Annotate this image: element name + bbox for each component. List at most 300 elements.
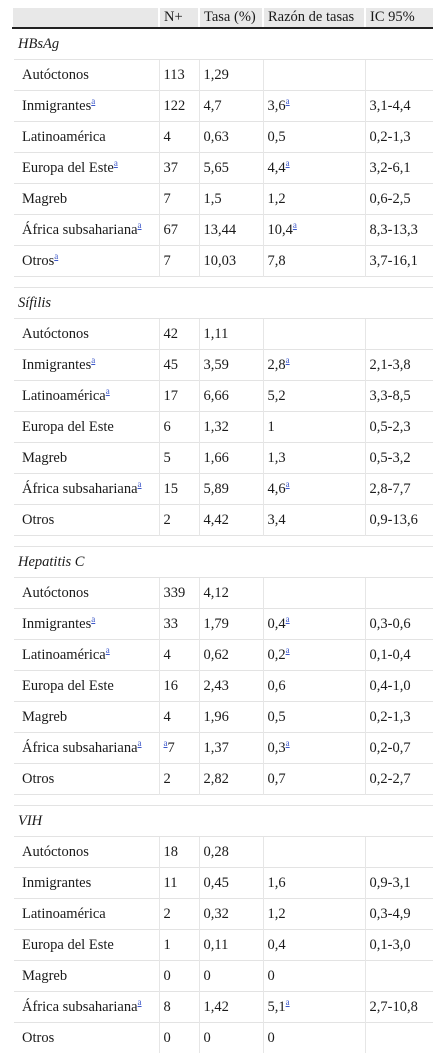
- cell-razon: [263, 412, 365, 443]
- cell-category: [13, 733, 159, 764]
- n-value: 45: [163, 356, 178, 373]
- ic-value: 0,1-0,4: [369, 646, 411, 663]
- footnote-link[interactable]: a: [285, 354, 290, 365]
- footnote-marker: [286, 614, 290, 624]
- cell-n: [159, 153, 199, 184]
- tasa-value: 1,42: [203, 998, 229, 1015]
- footnote-link[interactable]: a: [54, 250, 59, 261]
- cell-ic: [365, 961, 433, 992]
- footnote-link[interactable]: a: [285, 157, 290, 168]
- footnote-marker: [91, 614, 95, 624]
- cell-n: [159, 319, 199, 350]
- cell-razon: [263, 319, 365, 350]
- category-label: Otros: [22, 1029, 55, 1046]
- ic-value: 2,1-3,8: [369, 356, 411, 373]
- tasa-value: 0,45: [203, 874, 229, 891]
- table-row: [13, 609, 433, 640]
- cell-tasa: [199, 474, 263, 505]
- table-row: [13, 184, 433, 215]
- category-label: Inmigrantes: [22, 97, 92, 114]
- category-label: Otros: [22, 252, 55, 269]
- cell-tasa: [199, 60, 263, 91]
- cell-n: [159, 899, 199, 930]
- ic-value: 2,8-7,7: [369, 480, 411, 497]
- footnote-link[interactable]: a: [105, 644, 110, 655]
- cell-category: [13, 122, 159, 153]
- category-label: Inmigrantes: [22, 615, 92, 632]
- cell-category: [13, 609, 159, 640]
- cell-category: [13, 505, 159, 536]
- cell-ic: [365, 868, 433, 899]
- cell-ic: [365, 246, 433, 277]
- footnote-link[interactable]: a: [285, 478, 290, 489]
- cell-tasa: [199, 837, 263, 868]
- tasa-value: 1,5: [203, 190, 222, 207]
- rates-table: [12, 8, 433, 1053]
- cell-ic: [365, 122, 433, 153]
- cell-razon: [263, 733, 365, 764]
- tasa-value: 0,28: [203, 843, 229, 860]
- cell-ic: [365, 91, 433, 122]
- cell-n: [159, 122, 199, 153]
- cell-razon: [263, 153, 365, 184]
- footnote-marker: [138, 479, 142, 489]
- cell-n: [159, 184, 199, 215]
- footnote-marker: [138, 738, 142, 748]
- category-label: África subsahariana: [22, 739, 138, 756]
- category-label: Inmigrantes: [22, 356, 92, 373]
- tasa-value: 10,03: [203, 252, 237, 269]
- category-label: África subsahariana: [22, 221, 138, 238]
- cell-razon: [263, 899, 365, 930]
- n-value: 2: [163, 511, 171, 528]
- n-value: 37: [163, 159, 178, 176]
- cell-n: [159, 91, 199, 122]
- n-value: 1: [163, 936, 171, 953]
- category-label: África subsahariana: [22, 998, 138, 1015]
- table-row: [13, 153, 433, 184]
- cell-razon: [263, 702, 365, 733]
- cell-razon: [263, 671, 365, 702]
- cell-category: [13, 961, 159, 992]
- cell-category: [13, 930, 159, 961]
- table-row: [13, 474, 433, 505]
- table-row: [13, 578, 433, 609]
- table-row: [13, 764, 433, 795]
- cell-ic: [365, 702, 433, 733]
- cell-tasa: [199, 702, 263, 733]
- cell-razon: [263, 992, 365, 1023]
- cell-ic: [365, 319, 433, 350]
- footnote-marker: [286, 355, 290, 365]
- cell-tasa: [199, 91, 263, 122]
- tasa-value: 1,29: [203, 66, 229, 83]
- category-label: Autóctonos: [22, 66, 89, 83]
- footnote-link[interactable]: a: [285, 644, 290, 655]
- footnote-marker: [91, 96, 95, 106]
- cell-razon: [263, 350, 365, 381]
- footnote-link[interactable]: a: [285, 95, 290, 106]
- cell-n: [159, 930, 199, 961]
- razon-value: 4,4: [267, 159, 286, 176]
- n-value: 15: [163, 480, 178, 497]
- cell-category: [13, 60, 159, 91]
- cell-razon: [263, 578, 365, 609]
- cell-n: [159, 412, 199, 443]
- ic-value: 0,2-0,7: [369, 739, 411, 756]
- tasa-value: 1,96: [203, 708, 229, 725]
- n-value: 0: [163, 1029, 171, 1046]
- razon-value: 0,6: [267, 677, 286, 694]
- category-label: Autóctonos: [22, 584, 89, 601]
- tasa-value: 4,42: [203, 511, 229, 528]
- cell-category: [13, 671, 159, 702]
- section-header: [13, 547, 433, 578]
- table-row: [13, 319, 433, 350]
- tasa-value: 0: [203, 967, 211, 984]
- category-label: Magreb: [22, 708, 68, 725]
- cell-n: [159, 868, 199, 899]
- section-header: [13, 806, 433, 837]
- cell-razon: [263, 122, 365, 153]
- cell-tasa: [199, 992, 263, 1023]
- cell-ic: [365, 671, 433, 702]
- footnote-marker: [286, 96, 290, 106]
- cell-tasa: [199, 640, 263, 671]
- table-row: [13, 930, 433, 961]
- cell-category: [13, 319, 159, 350]
- footnote-marker: [114, 158, 118, 168]
- cell-razon: [263, 1023, 365, 1054]
- cell-tasa: [199, 381, 263, 412]
- category-label: Europa del Este: [22, 418, 114, 435]
- n-value: 7: [163, 252, 171, 269]
- table-row: [13, 671, 433, 702]
- section-spacer: [13, 795, 433, 806]
- tasa-value: 0,32: [203, 905, 229, 922]
- table-row: [13, 868, 433, 899]
- table-row: [13, 961, 433, 992]
- ic-value: 0,1-3,0: [369, 936, 411, 953]
- footnote-link[interactable]: a: [285, 996, 290, 1007]
- n-value: 7: [167, 739, 175, 756]
- cell-razon: [263, 381, 365, 412]
- ic-value: 0,3-0,6: [369, 615, 411, 632]
- category-label: Europa del Este: [22, 159, 114, 176]
- footnote-marker: [138, 997, 142, 1007]
- cell-n: [159, 837, 199, 868]
- ic-value: 0,5-2,3: [369, 418, 411, 435]
- cell-category: [13, 474, 159, 505]
- razon-value: 7,8: [267, 252, 286, 269]
- category-label: Otros: [22, 511, 55, 528]
- cell-ic: [365, 1023, 433, 1054]
- footnote-link[interactable]: a: [163, 737, 168, 748]
- ic-value: 0,3-4,9: [369, 905, 411, 922]
- razon-value: 0,5: [267, 128, 286, 145]
- n-value: 122: [163, 97, 186, 114]
- cell-category: [13, 381, 159, 412]
- cell-razon: [263, 930, 365, 961]
- cell-category: [13, 837, 159, 868]
- table-row: [13, 640, 433, 671]
- cell-razon: [263, 474, 365, 505]
- razon-value: 0,3: [267, 739, 286, 756]
- ic-value: 2,7-10,8: [369, 998, 418, 1015]
- category-label: Latinoamérica: [22, 128, 106, 145]
- cell-n: [159, 350, 199, 381]
- cell-category: [13, 702, 159, 733]
- cell-ic: [365, 215, 433, 246]
- section-title: Sífilis: [13, 288, 433, 319]
- tasa-value: 4,12: [203, 584, 229, 601]
- table-row: [13, 702, 433, 733]
- ic-value: 3,7-16,1: [369, 252, 418, 269]
- section-spacer: [13, 277, 433, 288]
- tasa-value: 2,82: [203, 770, 229, 787]
- cell-tasa: [199, 578, 263, 609]
- ic-value: 0,6-2,5: [369, 190, 411, 207]
- tasa-value: 6,66: [203, 387, 229, 404]
- category-label: Latinoamérica: [22, 387, 106, 404]
- cell-ic: [365, 412, 433, 443]
- category-label: Otros: [22, 770, 55, 787]
- cell-razon: [263, 764, 365, 795]
- category-label: Inmigrantes: [22, 874, 92, 891]
- cell-tasa: [199, 609, 263, 640]
- razon-value: 5,2: [267, 387, 286, 404]
- footnote-link[interactable]: a: [91, 95, 96, 106]
- cell-tasa: [199, 153, 263, 184]
- table-row: [13, 412, 433, 443]
- table-body: [13, 28, 433, 1053]
- footnote-link[interactable]: a: [137, 478, 142, 489]
- cell-category: [13, 640, 159, 671]
- section-spacer: [13, 536, 433, 547]
- footnote-link[interactable]: a: [105, 385, 110, 396]
- n-value: 16: [163, 677, 178, 694]
- n-value: 17: [163, 387, 178, 404]
- n-value: 0: [163, 967, 171, 984]
- cell-n: [159, 764, 199, 795]
- tasa-value: 1,32: [203, 418, 229, 435]
- footnote-marker: [293, 220, 297, 230]
- tasa-value: 4,7: [203, 97, 222, 114]
- razon-value: 3,4: [267, 511, 286, 528]
- cell-tasa: [199, 764, 263, 795]
- ic-value: 3,3-8,5: [369, 387, 411, 404]
- tasa-value: 1,11: [203, 325, 229, 342]
- table-row: [13, 733, 433, 764]
- cell-n: [159, 609, 199, 640]
- razon-value: 0: [267, 967, 275, 984]
- category-label: Magreb: [22, 967, 68, 984]
- table-row: [13, 215, 433, 246]
- footnote-marker: [138, 220, 142, 230]
- cell-n: [159, 578, 199, 609]
- cell-ic: [365, 505, 433, 536]
- ic-value: 0,4-1,0: [369, 677, 411, 694]
- footnote-marker: [286, 738, 290, 748]
- table-row: [13, 505, 433, 536]
- n-value: 4: [163, 646, 171, 663]
- table-row: [13, 992, 433, 1023]
- tasa-value: 1,37: [203, 739, 229, 756]
- cell-n: [159, 733, 199, 764]
- table-row: [13, 837, 433, 868]
- category-label: Latinoamérica: [22, 646, 106, 663]
- cell-razon: [263, 837, 365, 868]
- footnote-marker: [54, 251, 58, 261]
- section-title: VIH: [13, 806, 433, 837]
- header-ic: IC 95%: [365, 8, 433, 28]
- section-header: [13, 28, 433, 60]
- tasa-value: 0,11: [203, 936, 229, 953]
- razon-value: 0,4: [267, 936, 286, 953]
- cell-category: [13, 246, 159, 277]
- razon-value: 1,6: [267, 874, 286, 891]
- header-razon: Razón de tasas: [263, 8, 365, 28]
- ic-value: 0,2-1,3: [369, 708, 411, 725]
- cell-ic: [365, 153, 433, 184]
- category-label: Magreb: [22, 190, 68, 207]
- cell-category: [13, 443, 159, 474]
- cell-ic: [365, 930, 433, 961]
- tasa-value: 2,43: [203, 677, 229, 694]
- cell-category: [13, 215, 159, 246]
- tasa-value: 13,44: [203, 221, 237, 238]
- footnote-link[interactable]: a: [285, 613, 290, 624]
- n-value: 33: [163, 615, 178, 632]
- cell-n: [159, 992, 199, 1023]
- cell-tasa: [199, 122, 263, 153]
- footnote-marker: [286, 158, 290, 168]
- footnote-link[interactable]: a: [137, 219, 142, 230]
- cell-razon: [263, 60, 365, 91]
- cell-ic: [365, 640, 433, 671]
- table-row: [13, 381, 433, 412]
- cell-n: [159, 443, 199, 474]
- cell-n: [159, 640, 199, 671]
- header-category: [13, 8, 159, 28]
- cell-category: [13, 578, 159, 609]
- cell-tasa: [199, 899, 263, 930]
- table-row: [13, 246, 433, 277]
- cell-razon: [263, 609, 365, 640]
- footnote-link[interactable]: a: [292, 219, 297, 230]
- footnote-marker: [286, 997, 290, 1007]
- footnote-link[interactable]: a: [91, 613, 96, 624]
- n-value: 7: [163, 190, 171, 207]
- cell-ic: [365, 578, 433, 609]
- cell-n: [159, 381, 199, 412]
- ic-value: 0,9-13,6: [369, 511, 418, 528]
- cell-ic: [365, 350, 433, 381]
- category-label: Autóctonos: [22, 325, 89, 342]
- section-title: HBsAg: [13, 28, 433, 60]
- table-row: [13, 1023, 433, 1054]
- footnote-marker: [91, 355, 95, 365]
- razon-value: 3,6: [267, 97, 286, 114]
- table-container: [12, 8, 432, 1053]
- cell-tasa: [199, 930, 263, 961]
- cell-category: [13, 868, 159, 899]
- tasa-value: 1,66: [203, 449, 229, 466]
- n-value: 5: [163, 449, 171, 466]
- ic-value: 3,1-4,4: [369, 97, 411, 114]
- cell-ic: [365, 443, 433, 474]
- ic-value: 0,9-3,1: [369, 874, 411, 891]
- table-row: [13, 60, 433, 91]
- cell-tasa: [199, 246, 263, 277]
- cell-category: [13, 153, 159, 184]
- cell-razon: [263, 246, 365, 277]
- tasa-value: 0,62: [203, 646, 229, 663]
- cell-category: [13, 764, 159, 795]
- razon-value: 0: [267, 1029, 275, 1046]
- footnote-marker: [286, 479, 290, 489]
- n-value: 11: [163, 874, 178, 891]
- ic-value: 0,2-2,7: [369, 770, 411, 787]
- n-value: 6: [163, 418, 171, 435]
- cell-ic: [365, 474, 433, 505]
- ic-value: 3,2-6,1: [369, 159, 411, 176]
- category-label: Europa del Este: [22, 936, 114, 953]
- footnote-link[interactable]: a: [137, 996, 142, 1007]
- cell-category: [13, 91, 159, 122]
- cell-tasa: [199, 443, 263, 474]
- cell-tasa: [199, 733, 263, 764]
- cell-category: [13, 1023, 159, 1054]
- header-tasa: Tasa (%): [199, 8, 263, 28]
- razon-value: 2,8: [267, 356, 286, 373]
- n-value: 2: [163, 770, 171, 787]
- n-value: 4: [163, 708, 171, 725]
- tasa-value: 5,89: [203, 480, 229, 497]
- category-label: Magreb: [22, 449, 68, 466]
- cell-razon: [263, 868, 365, 899]
- razon-value: 5,1: [267, 998, 286, 1015]
- table-row: [13, 350, 433, 381]
- razon-value: 1,2: [267, 905, 286, 922]
- razon-value: 10,4: [267, 221, 293, 238]
- cell-ic: [365, 837, 433, 868]
- n-value: 18: [163, 843, 178, 860]
- footnote-link[interactable]: a: [113, 157, 118, 168]
- cell-ic: [365, 733, 433, 764]
- ic-value: 0,2-1,3: [369, 128, 411, 145]
- cell-n: [159, 215, 199, 246]
- footnote-link[interactable]: a: [285, 737, 290, 748]
- razon-value: 1,2: [267, 190, 286, 207]
- cell-ic: [365, 60, 433, 91]
- footnote-link[interactable]: a: [91, 354, 96, 365]
- cell-n: [159, 474, 199, 505]
- cell-n: [159, 505, 199, 536]
- cell-tasa: [199, 671, 263, 702]
- category-label: África subsahariana: [22, 480, 138, 497]
- cell-category: [13, 412, 159, 443]
- table-row: [13, 122, 433, 153]
- n-value: 2: [163, 905, 171, 922]
- table-row: [13, 91, 433, 122]
- cell-ic: [365, 899, 433, 930]
- tasa-value: 0,63: [203, 128, 229, 145]
- header-n: N+: [159, 8, 199, 28]
- footnote-link[interactable]: a: [137, 737, 142, 748]
- n-value: 339: [163, 584, 186, 601]
- cell-category: [13, 992, 159, 1023]
